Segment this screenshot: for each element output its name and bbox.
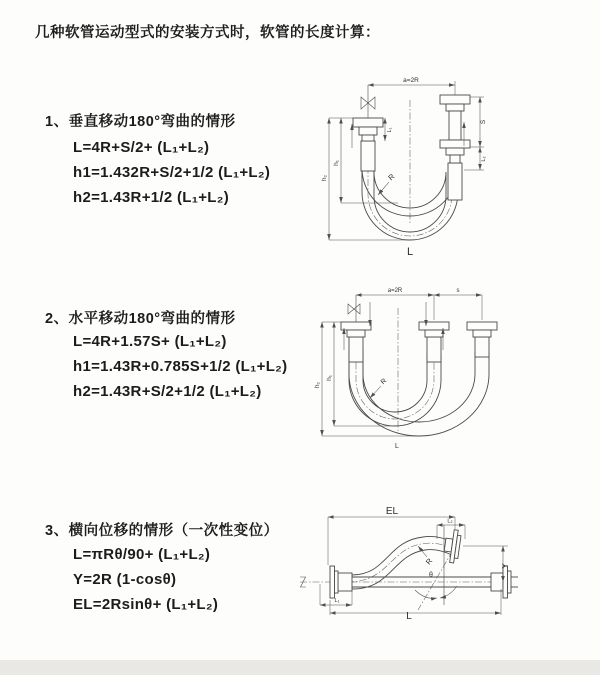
radius-label: R — [379, 377, 389, 387]
dim-label-s: S — [480, 119, 487, 125]
flange — [341, 322, 371, 330]
right-pipe-assembly — [440, 95, 470, 200]
section3-formula-EL: EL=2Rsinθ+ (L₁+L₂) — [73, 596, 219, 613]
top-flange-assembly — [443, 529, 462, 564]
flange — [508, 571, 512, 593]
braided-hose-section — [349, 337, 363, 362]
scan-bottom-edge — [0, 660, 600, 675]
flange — [419, 322, 449, 330]
flange — [446, 148, 464, 155]
dim-label-h1: h₁ — [326, 375, 333, 381]
theta-label: θ — [429, 572, 433, 579]
dim-label-l1: L₁ — [334, 598, 340, 604]
pipe-stem — [362, 135, 374, 141]
flange — [330, 566, 335, 598]
diagram-horizontal-bend — [308, 282, 538, 462]
dim-label-l1: L₁ — [387, 127, 393, 133]
right-pipe-assembly — [467, 322, 497, 357]
length-label: L — [395, 443, 399, 450]
flange — [359, 127, 377, 135]
dim-label-h1: h₁ — [333, 160, 340, 166]
middle-pipe-assembly — [419, 322, 449, 362]
flange — [335, 571, 339, 593]
radius-label: R — [423, 556, 435, 567]
section1-formula-h2: h2=1.43R+1/2 (L₁+L₂) — [73, 189, 230, 206]
centerlines — [356, 295, 398, 434]
hose-arcs — [349, 350, 489, 436]
dim-label-a2r: a=2R — [387, 288, 403, 294]
flange — [353, 118, 383, 127]
pipe-stem — [450, 155, 460, 163]
dim-label-l2: L₂ — [447, 518, 453, 525]
section1-heading: 1、垂直移动180°弯曲的情形 — [45, 114, 236, 130]
diagram-vertical-bend — [313, 66, 503, 261]
section3-formula-Y: Y=2R (1-cosθ) — [73, 571, 177, 588]
radius-callout — [418, 546, 435, 566]
pipe-connector — [491, 573, 503, 591]
flange — [440, 95, 470, 104]
dim-label-el: EL — [385, 506, 399, 517]
pipe-connector — [338, 573, 352, 591]
section1-formula-L: L=4R+S/2+ (L₁+L₂) — [73, 139, 210, 156]
dim-label-y: Y — [501, 563, 510, 569]
diagram-lateral-shift — [297, 493, 567, 658]
length-label: L — [406, 246, 414, 258]
section2-formula-h1: h1=1.43R+0.785S+1/2 (L₁+L₂) — [73, 358, 288, 375]
flange — [446, 104, 464, 111]
section2-formula-L: L=4R+1.57S+ (L₁+L₂) — [73, 333, 227, 350]
valve-icon — [348, 304, 360, 314]
pipe-stem — [449, 111, 461, 140]
angle-callout — [415, 572, 457, 598]
braided-hose-section — [361, 141, 375, 171]
section2-heading: 2、水平移动180°弯曲的情形 — [45, 311, 236, 327]
flange — [467, 322, 497, 330]
radius-callout — [370, 378, 388, 398]
dim-label-l: L — [406, 611, 412, 622]
radius-callout — [378, 172, 397, 195]
dim-label-a2r: a=2R — [403, 77, 419, 84]
dimensions — [320, 506, 510, 622]
braided-hose-section — [475, 337, 489, 357]
dim-label-s: s — [456, 288, 460, 294]
section3-formula-L: L=πRθ/90+ (L₁+L₂) — [73, 546, 211, 563]
flange — [425, 330, 443, 337]
braided-hose-section — [427, 337, 441, 362]
flange — [440, 140, 470, 148]
hose-s-curve — [347, 536, 455, 589]
dim-label-h2: h₂ — [314, 381, 321, 389]
flange — [347, 330, 365, 337]
page-title: 几种软管运动型式的安装方式时，软管的长度计算： — [35, 25, 380, 41]
dim-label-l2: L₂ — [481, 156, 487, 162]
section3-heading: 3、横向位移的情形（一次性变位） — [45, 523, 279, 539]
radius-label: R — [386, 171, 397, 183]
section1-formula-h1: h1=1.432R+S/2+1/2 (L₁+L₂) — [73, 164, 271, 181]
dim-label-h2: h₂ — [321, 174, 328, 182]
braided-hose-section — [448, 163, 462, 200]
section2-formula-h2: h2=1.43R+S/2+1/2 (L₁+L₂) — [73, 383, 262, 400]
flange — [473, 330, 491, 337]
flange — [503, 566, 508, 598]
